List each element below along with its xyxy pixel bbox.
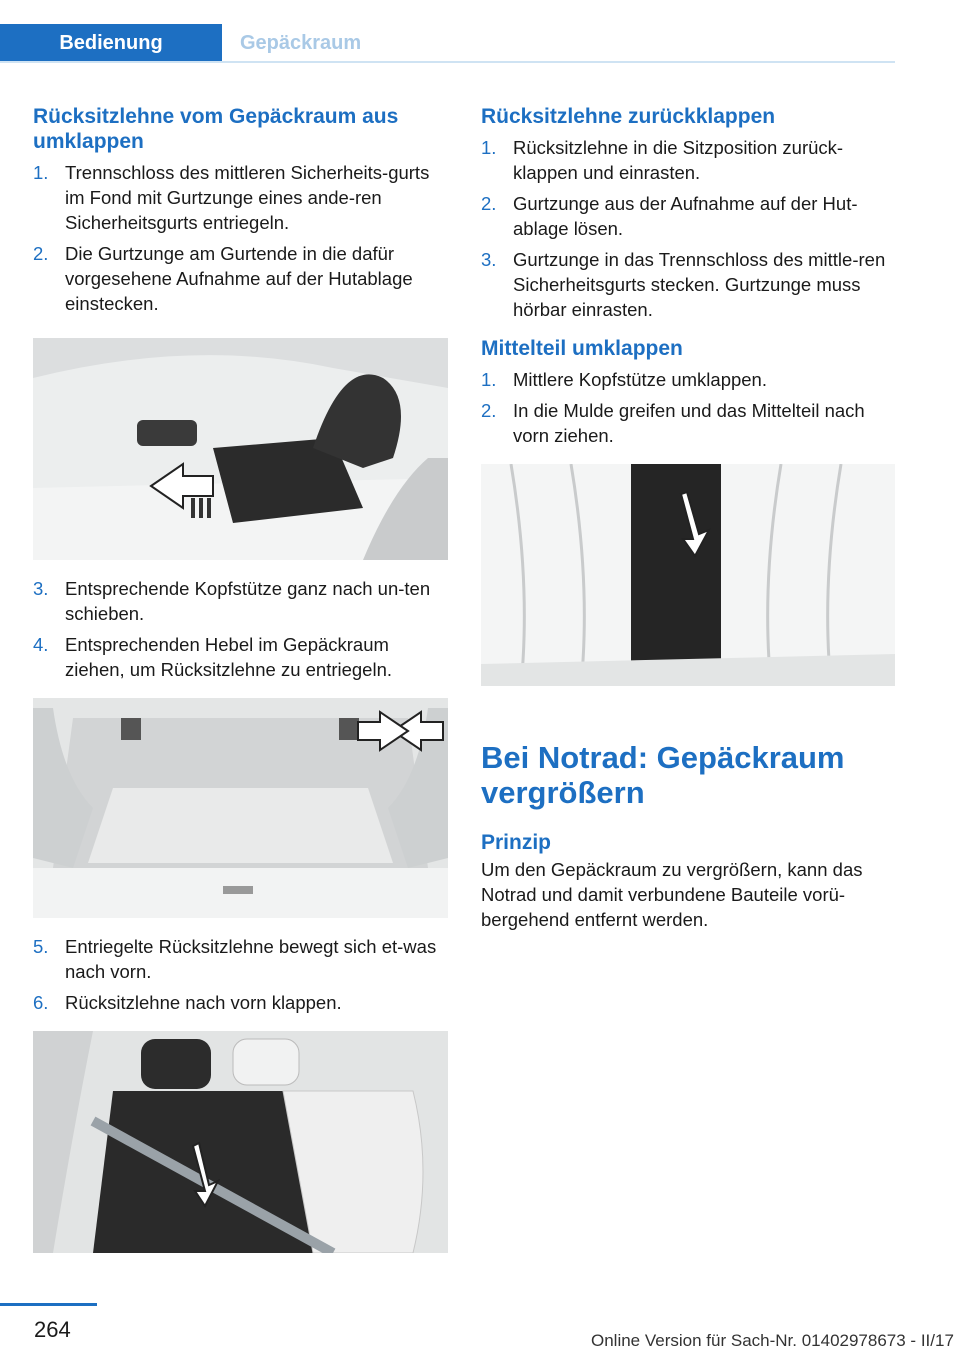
steps-list-c [33, 934, 448, 1015]
step-text: Entsprechenden Hebel im Gepäckraum ziehen, um Rücksitzlehne zu entriegeln. [65, 634, 393, 680]
list-item [33, 160, 448, 235]
step-text: Gurtzunge in das Trennschloss des mittle‐ren Sicherheitsgurts stecken. Gurtzunge muss hörbar einrasten. [513, 249, 886, 320]
step-text: Die Gurtzunge am Gurtende in die dafür vorgesehene Aufnahme auf der Hutablage einstecken. [65, 243, 413, 314]
steps-list-a [33, 160, 448, 316]
section-heading-backrest-return: Rücksitzlehne zurückklappen [481, 105, 776, 128]
step-text: Entriegelte Rücksitzlehne bewegt sich et‐was nach vorn. [65, 936, 437, 982]
step-text: In die Mulde greifen und das Mittelteil nach vorn ziehen. [513, 400, 865, 446]
list-item [33, 990, 448, 1015]
tab-gepaeckraum[interactable]: Gepäckraum [240, 32, 362, 54]
page-number: 264 [34, 1317, 71, 1342]
step-number: 2. [33, 243, 49, 264]
steps-list-return [481, 135, 895, 322]
list-item [481, 398, 895, 448]
step-number: 5. [33, 936, 49, 957]
step-text: Mittlere Kopfstütze umklappen. [513, 369, 767, 390]
tab-bedienung[interactable]: Bedienung [0, 24, 222, 63]
step-number: 4. [33, 634, 49, 655]
list-item [481, 135, 895, 185]
step-number: 1. [481, 137, 497, 158]
section-title-emergency-wheel: Bei Notrad: Gepäckraum vergrößern [481, 740, 845, 810]
page-header [0, 24, 895, 62]
principle-paragraph: Um den Gepäckraum zu vergrößern, kann das Notrad und damit verbundene Bauteile vorü‐bergehend entfernt werden. [481, 859, 863, 930]
list-item [481, 367, 895, 392]
step-text: Gurtzunge aus der Aufnahme auf der Hut‐ablage lösen. [513, 193, 858, 239]
list-item [481, 247, 895, 322]
steps-list-middle [481, 367, 895, 448]
left-column [33, 104, 448, 1253]
steps-list-b [33, 576, 448, 682]
section-heading-backrest-fold: Rücksitzlehne vom Gepäckraum aus umklappen [33, 105, 399, 153]
right-column [481, 104, 895, 932]
list-item [481, 191, 895, 241]
footer-divider [0, 1303, 97, 1306]
step-number: 2. [481, 400, 497, 421]
figure-trunk-levers [33, 698, 448, 918]
step-number: 1. [481, 369, 497, 390]
step-text: Rücksitzlehne nach vorn klappen. [65, 992, 342, 1013]
online-version-text: Online Version für Sach-Nr. 01402978673 - II/17 [591, 1331, 954, 1350]
step-number: 6. [33, 992, 49, 1013]
list-item [33, 576, 448, 626]
figure-backrest-fold-forward [33, 1031, 448, 1253]
step-text: Entsprechende Kopfstütze ganz nach un‐ten schieben. [65, 578, 431, 624]
header-divider [0, 61, 895, 63]
list-item [33, 241, 448, 316]
figure-parcel-shelf [33, 338, 448, 560]
step-number: 3. [481, 249, 497, 270]
section-heading-middle-part: Mittelteil umklappen [481, 337, 683, 360]
step-text: Trennschloss des mittleren Sicherheits‐gurts im Fond mit Gurtzunge eines ande‐ren Sicherheitsgurts entriegeln. [65, 162, 430, 233]
list-item [33, 934, 448, 984]
list-item [33, 632, 448, 682]
step-number: 1. [33, 162, 49, 183]
step-number: 2. [481, 193, 497, 214]
step-number: 3. [33, 578, 49, 599]
sub-heading-principle: Prinzip [481, 831, 552, 854]
figure-middle-part [481, 464, 895, 686]
step-text: Rücksitzlehne in die Sitzposition zurück‐klappen und einrasten. [513, 137, 844, 183]
